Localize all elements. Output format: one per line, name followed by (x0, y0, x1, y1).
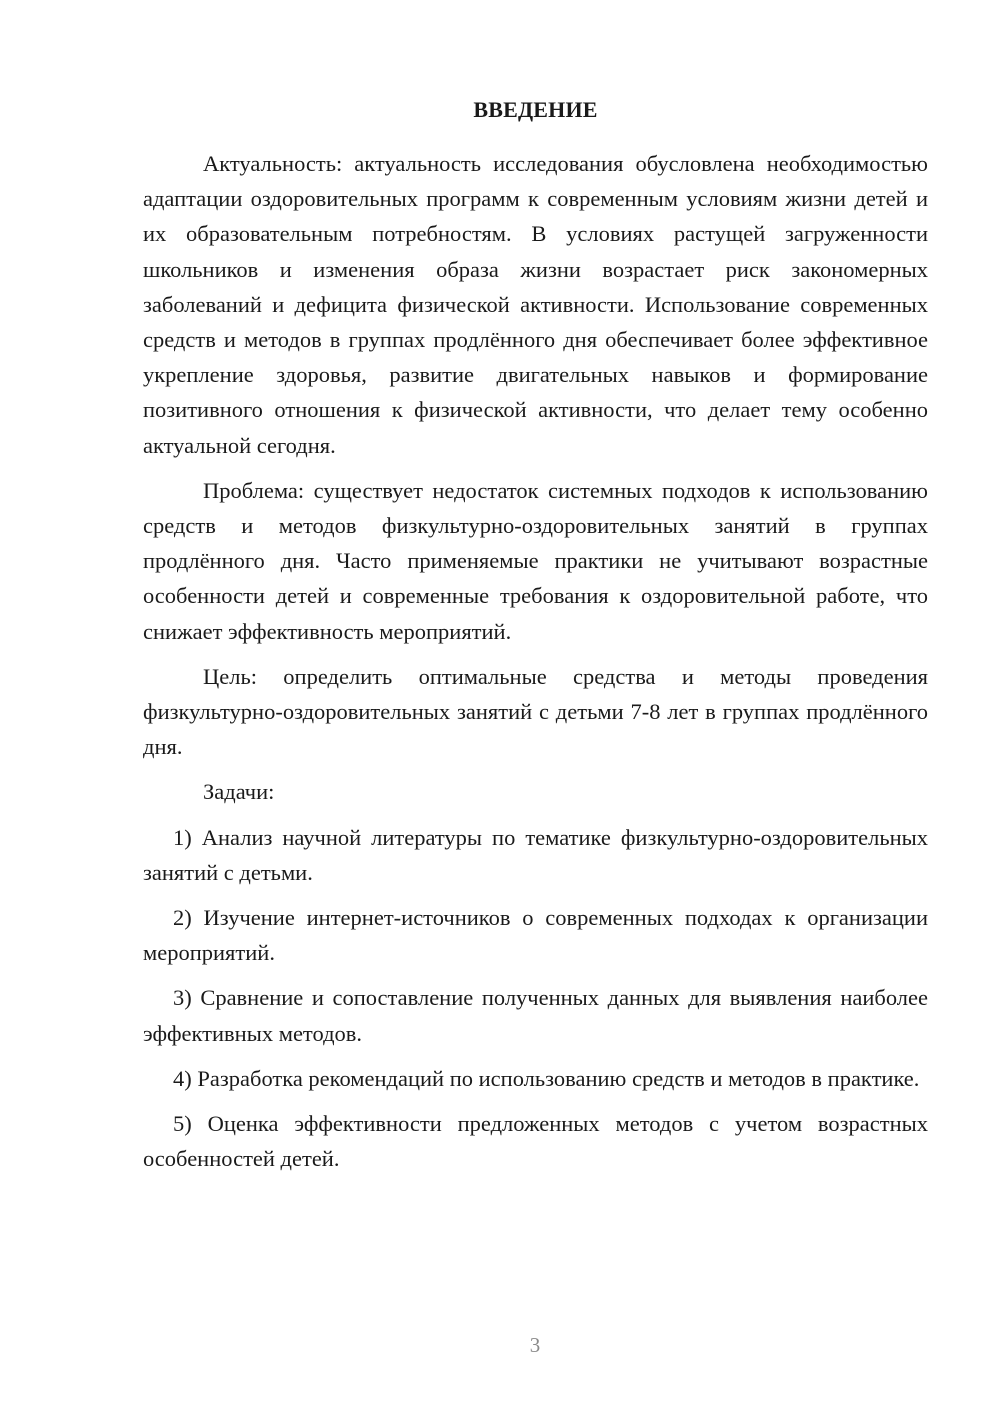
tasks-heading: Задачи: (203, 779, 275, 805)
relevance-paragraph: Актуальность: актуальность исследования обусловлена необходимостью адаптации оздоровительных программ к современным условиям жизни детей и их образовательным потребностям. В условиях растущей загруженности школьников и изменения образа жизни возрастает риск закономерных заболеваний и дефицита физической активности. Использование современных средств и методов в группах продлённого дня обеспечивает более эффективное укрепление здоровья, развитие двигательных навыков и формирование позитивного отношения к физической активности, что делает тему особенно актуальной сегодня. (143, 151, 928, 458)
task-item-1: 1) Анализ научной литературы по тематике физкультурно-оздоровительных занятий с детьми. (143, 824, 928, 885)
task-item-2: 2) Изучение интернет-источников о современных подходах к организации мероприятий. (143, 905, 928, 966)
task-item-5: 5) Оценка эффективности предложенных методов с учетом возрастных особенностей детей. (143, 1111, 928, 1172)
task-item-3: 3) Сравнение и сопоставление полученных данных для выявления наиболее эффективных методов. (143, 985, 928, 1046)
page-content (143, 96, 928, 1176)
goal-paragraph: Цель: определить оптимальные средства и методы проведения физкультурно-оздоровительных занятий с детьми 7-8 лет в группах продлённого дня. (143, 663, 928, 760)
page-number: 3 (529, 1333, 541, 1357)
section-title: ВВЕДЕНИЕ (473, 97, 598, 122)
task-item-4: 4) Разработка рекомендаций по использованию средств и методов в практике. (173, 1065, 920, 1091)
problem-paragraph: Проблема: существует недостаток системных подходов к использованию средств и методов физкультурно-оздоровительных занятий в группах продлённого дня. Часто применяемые практики не учитывают возрастные особенности детей и современные требования к оздоровительной работе, что снижает эффективность мероприятий. (143, 477, 928, 644)
